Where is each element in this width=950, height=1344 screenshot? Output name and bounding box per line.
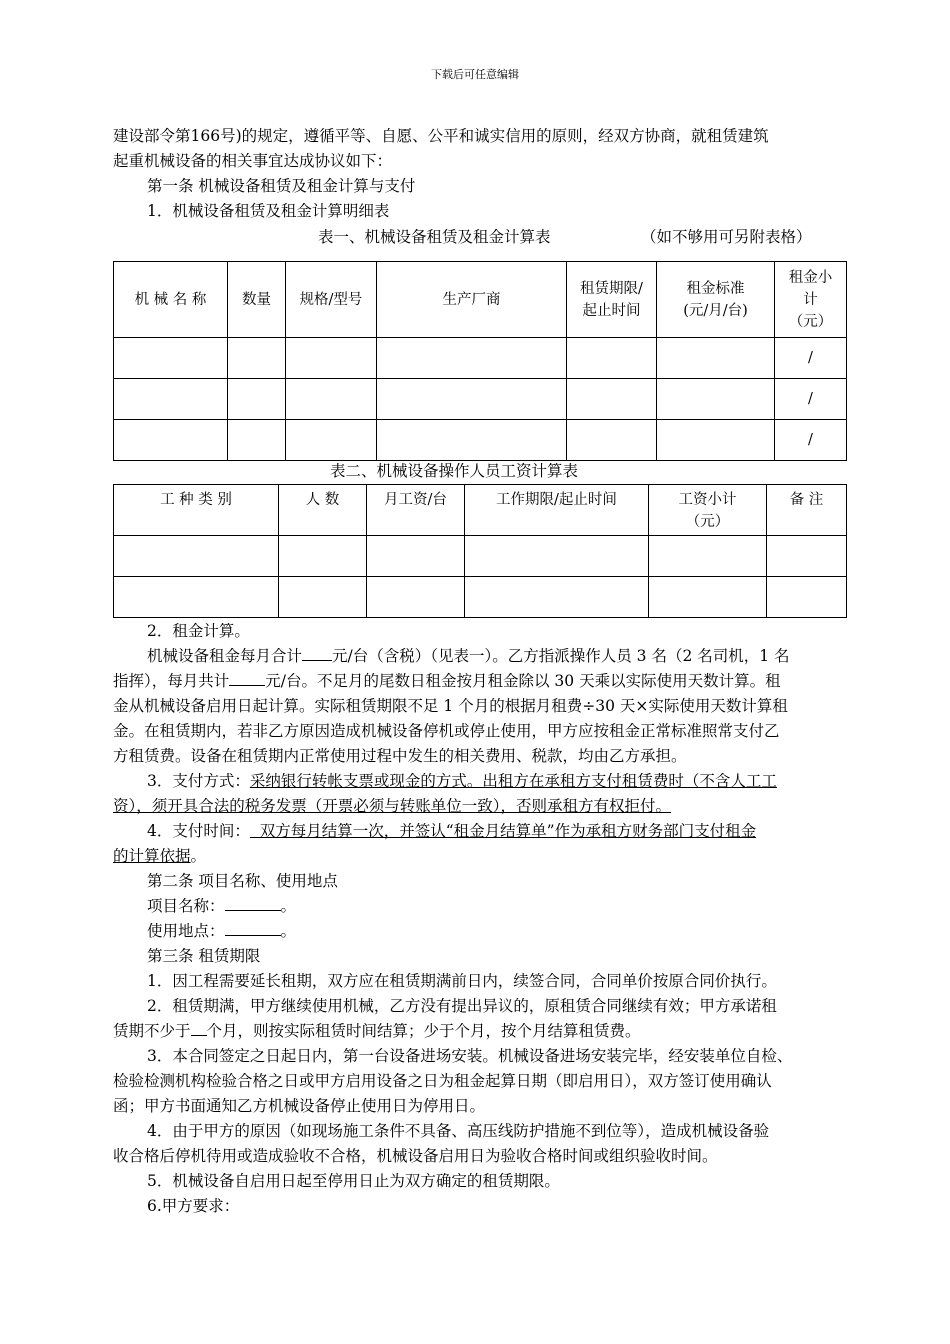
article-3-item-1: 1．因工程需要延长租期，双方应在租赁期满前日内，续签合同，合同单价按原合同价执行。 <box>147 972 777 990</box>
payment-time-text-2: 的计算依据 <box>113 847 191 865</box>
table-row <box>114 379 847 420</box>
rental-fee-table <box>113 261 847 461</box>
table-1-caption: 表一、机械设备租赁及租金计算表 <box>318 228 551 246</box>
article-3-item-2-line-2 <box>113 1020 641 1042</box>
rent-calc-line-2-a: 指挥），每月共计 <box>113 672 230 690</box>
table-cell <box>649 536 767 577</box>
project-name-label: 项目名称： <box>147 897 225 915</box>
location-end: 。 <box>280 922 297 940</box>
payment-time-line-1 <box>147 820 756 842</box>
table-cell <box>286 379 377 420</box>
table-cell <box>377 420 567 461</box>
table-1-note: （如不够用可另附表格） <box>641 228 812 246</box>
table-row <box>114 338 847 379</box>
table-cell <box>228 420 286 461</box>
col-work-period: 工作期限/起止时间 <box>465 485 649 536</box>
col-rent-standard-line-2: (元/月/台) <box>683 302 748 319</box>
col-rental-period-line-1: 租赁期限/ <box>580 280 643 297</box>
rent-calc-line-1-a: 机械设备租金每月合计 <box>147 647 303 665</box>
table-cell <box>114 420 228 461</box>
article-3-item-3-line-1: 3．本合同签定之日起日内，第一台设备进场安装。机械设备进场安装完毕，经安装单位自检、 <box>147 1047 793 1065</box>
location-label: 使用地点： <box>147 922 225 940</box>
col-manufacturer: 生产厂商 <box>377 262 567 338</box>
payment-method-line-2: 资），须开具合法的税务发票（开票必须与转账单位一致），否则承租方有权拒付。 <box>113 797 672 815</box>
article-3-item-5: 5．机械设备自启用日起至停用日止为双方确定的租赁期限。 <box>147 1172 560 1190</box>
table-cell <box>367 536 465 577</box>
article-2-title: 第二条 项目名称、使用地点 <box>147 872 338 890</box>
payment-method-text: 采纳银行转帐支票或现金的方式。出租方在承租方支付租赁费时（不含人工工 <box>249 772 777 790</box>
table-cell <box>286 338 377 379</box>
table-cell <box>114 338 228 379</box>
col-rental-period <box>567 262 657 338</box>
col-rent-standard <box>657 262 775 338</box>
rent-calc-line-1-b: 元/台（含税）（见表一）。乙方指派操作人员 3 名（2 名司机，1 名 <box>332 647 790 665</box>
table-cell <box>279 536 367 577</box>
rent-calc-line-1 <box>147 645 790 667</box>
table-cell <box>465 536 649 577</box>
payment-method-label: 3．支付方式： <box>147 772 250 790</box>
table-row <box>114 420 847 461</box>
col-rent-subtotal-line-2: 计 <box>803 291 818 308</box>
table-cell <box>649 577 767 618</box>
rent-calc-line-2 <box>113 670 781 692</box>
col-job-type: 工 种 类 别 <box>114 485 279 536</box>
rent-calc-title: 2．租金计算。 <box>147 622 250 640</box>
article-1-title: 第一条 机械设备租赁及租金计算与支付 <box>147 177 416 195</box>
intro-line-1: 建设部令第166号)的规定，遵循平等、自愿、公平和诚实信用的原则，经双方协商，就租赁建筑 <box>113 127 769 145</box>
table-cell <box>377 379 567 420</box>
payment-time-end: 。 <box>190 847 207 865</box>
col-wage-subtotal-line-2: （元） <box>685 514 730 530</box>
rent-calc-line-4: 金。在租赁期内，若非乙方原因造成机械设备停机或停止使用，甲方应按租金正常标准照常支付乙 <box>113 722 780 740</box>
table-cell <box>114 536 279 577</box>
table-cell <box>279 577 367 618</box>
col-remarks: 备 注 <box>767 485 847 536</box>
article-3-item-2-b: 个月，则按实际租赁时间结算；少于个月，按个月结算租赁费。 <box>206 1022 641 1040</box>
table-2-caption: 表二、机械设备操作人员工资计算表 <box>330 462 579 480</box>
col-rent-subtotal-line-3: （元） <box>788 313 833 330</box>
payment-time-line-2 <box>113 845 206 867</box>
article-3-item-4-line-2: 收合格后停机待用或造成验收不合格，机械设备启用日为验收合格时间或组织验收时间。 <box>113 1147 718 1165</box>
table-cell <box>767 577 847 618</box>
table-cell <box>286 420 377 461</box>
months-blank <box>191 1020 207 1036</box>
article-3-item-3-line-3: 函；甲方书面通知乙方机械设备停止使用日为停用日。 <box>113 1097 486 1115</box>
table-cell <box>657 338 775 379</box>
table-row <box>114 577 847 618</box>
table-cell <box>567 420 657 461</box>
table-cell <box>657 420 775 461</box>
col-wage-subtotal-line-1: 工资小计 <box>678 492 737 508</box>
table-cell <box>114 379 228 420</box>
table-row <box>114 536 847 577</box>
table-1-header-row <box>114 262 847 338</box>
operator-wage-table <box>113 484 847 618</box>
article-3-item-2-a: 赁期不少于 <box>113 1022 191 1040</box>
monthly-total-blank <box>229 670 265 686</box>
subtotal-cell: / <box>775 420 847 461</box>
table-cell <box>228 338 286 379</box>
col-rent-standard-line-1: 租金标准 <box>686 280 745 297</box>
payment-time-text: 双方每月结算一次，并签认“租金月结算单”作为承租方财务部门支付租金 <box>249 822 757 840</box>
table-cell <box>377 338 567 379</box>
table-cell <box>567 379 657 420</box>
table-cell <box>465 577 649 618</box>
col-rental-period-line-2: 起止时间 <box>582 302 641 319</box>
article-3-item-4-line-1: 4．由于甲方的原因（如现场施工条件不具备、高压线防护措施不到位等），造成机械设备验 <box>147 1122 770 1140</box>
article-1-item-1: 1．机械设备租赁及租金计算明细表 <box>147 202 390 220</box>
col-spec-model: 规格/型号 <box>286 262 377 338</box>
subtotal-cell: / <box>775 338 847 379</box>
table-cell <box>657 379 775 420</box>
article-3-item-2-line-1: 2．租赁期满，甲方继续使用机械，乙方没有提出异议的，原租赁合同继续有效；甲方承诺租 <box>147 997 777 1015</box>
table-cell <box>767 536 847 577</box>
payment-method-line-1 <box>147 770 777 792</box>
table-cell <box>367 577 465 618</box>
col-quantity: 数量 <box>228 262 286 338</box>
payment-time-label: 4．支付时间： <box>147 822 250 840</box>
col-monthly-wage: 月工资/台 <box>367 485 465 536</box>
rent-calc-line-3: 金从机械设备启用日起计算。实际租赁期限不足 1 个月的根据月租费÷30 天×实际使用天数计算租 <box>113 697 788 715</box>
project-name-blank <box>225 895 281 911</box>
table-cell <box>567 338 657 379</box>
project-name-line <box>147 895 296 917</box>
col-wage-subtotal <box>649 485 767 536</box>
rent-blank <box>302 645 332 661</box>
col-headcount: 人 数 <box>279 485 367 536</box>
table-2-header-row <box>114 485 847 536</box>
rent-calc-line-2-b: 元/台。不足月的尾数日租金按月租金除以 30 天乘以实际使用天数计算。租 <box>265 672 781 690</box>
article-3-item-3-line-2: 检验检测机构检验合格之日或甲方启用设备之日为租金起算日期（即启用日），双方签订使用确认 <box>113 1072 772 1090</box>
rent-calc-line-5: 方租赁费。设备在租赁期内正常使用过程中发生的相关费用、税款，均由乙方承担。 <box>113 747 687 765</box>
location-blank <box>225 920 281 936</box>
col-rent-subtotal <box>775 262 847 338</box>
intro-line-2: 起重机械设备的相关事宜达成协议如下： <box>113 152 393 170</box>
location-line <box>147 920 296 942</box>
table-cell <box>114 577 279 618</box>
table-cell <box>228 379 286 420</box>
project-name-end: 。 <box>280 897 297 915</box>
subtotal-cell: / <box>775 379 847 420</box>
article-3-title: 第三条 租赁期限 <box>147 947 261 965</box>
col-rent-subtotal-line-1: 租金小 <box>788 269 833 286</box>
page-header: 下载后可任意编辑 <box>431 68 519 81</box>
article-3-item-6: 6.甲方要求： <box>147 1197 240 1215</box>
col-machine-name: 机 械 名 称 <box>114 262 228 338</box>
